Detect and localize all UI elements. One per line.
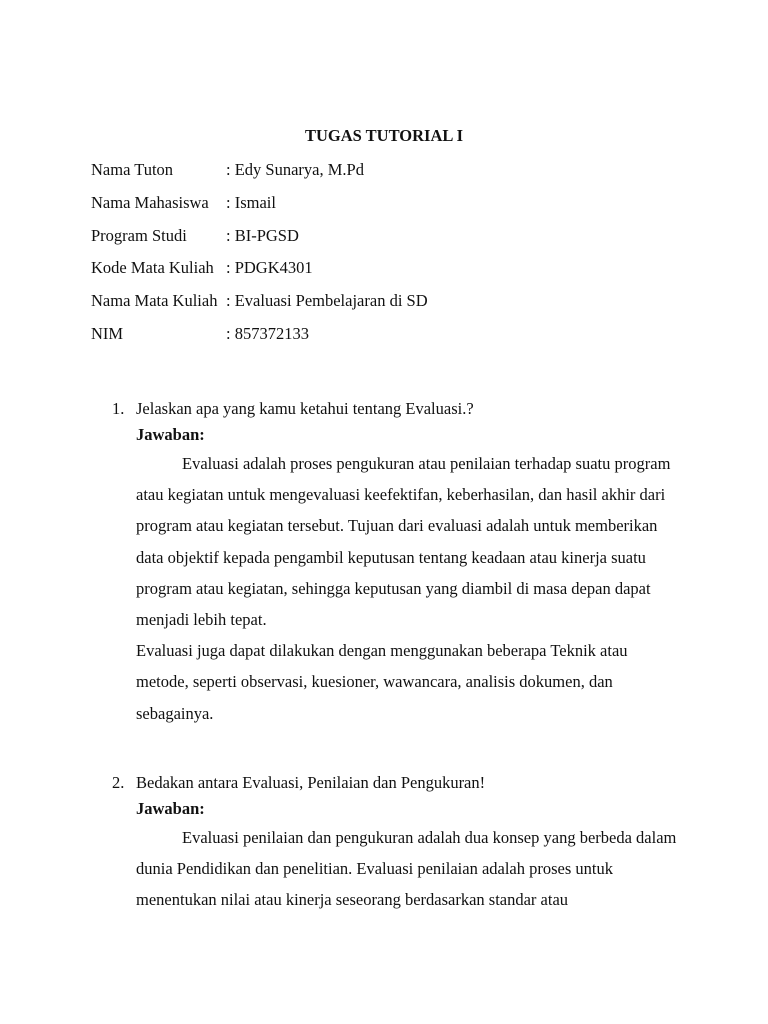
info-block (91, 158, 428, 355)
answer-line: dalam dunia Pendidikan dan penelitian. Evaluasi penilaian adalah proses (136, 828, 677, 879)
question-text: Jelaskan apa yang kamu ketahui tentang Evaluasi.? (136, 399, 474, 418)
answer-line: untuk menentukan nilai atau kinerja seseorang berdasarkan standar atau (136, 859, 614, 910)
info-row-program-studi (91, 224, 428, 257)
info-value: : PDGK4301 (226, 258, 313, 278)
answer-label: Jawaban: (136, 799, 205, 818)
info-value: : Ismail (226, 192, 276, 212)
question-line (112, 396, 682, 422)
answer-paragraph (136, 448, 682, 635)
info-label: Kode Mata Kuliah (91, 258, 214, 278)
info-value: : Edy Sunarya, M.Pd (226, 160, 364, 179)
question-1 (112, 396, 682, 729)
question-number: 2. (112, 773, 125, 792)
answer-line: keadaan atau kinerja suatu program atau kegiatan, sehingga keputusan yang (136, 547, 646, 598)
info-label: Program Studi (91, 225, 187, 245)
info-value: : Evaluasi Pembelajaran di SD (226, 291, 428, 311)
answer-line: diambil di masa depan dapat menjadi lebih tepat. (136, 578, 651, 630)
info-label: Nama Mata Kuliah (91, 291, 218, 311)
answer-label: Jawaban: (136, 425, 205, 444)
answer-paragraph (136, 635, 682, 729)
answer-line: untuk memberikan data objektif kepada pengambil keputusan tentang (136, 516, 658, 567)
answer-body (136, 422, 682, 729)
answer-line: Evaluasi adalah proses pengukuran atau penilaian terhadap suatu (182, 454, 611, 473)
answer-body (136, 796, 682, 916)
info-row-nama-tuton (91, 158, 428, 191)
answer-line: hasil akhir dari program atau kegiatan tersebut. Tujuan dari evaluasi adalah (136, 485, 666, 536)
answer-line: program atau kegiatan untuk mengevaluasi keefektifan, keberhasilan, dan (136, 454, 671, 505)
question-text: Bedakan antara Evaluasi, Penilaian dan Pengukuran! (136, 773, 486, 792)
info-row-nim (91, 322, 428, 355)
question-2 (112, 770, 682, 916)
info-row-nama-mahasiswa (91, 191, 428, 224)
document-title: TUGAS TUTORIAL I (304, 126, 464, 145)
info-row-nama-mata-kuliah (91, 289, 428, 322)
info-label: Nama Mahasiswa (91, 192, 209, 212)
info-value: : BI-PGSD (226, 225, 299, 245)
answer-line: sebagainya. (136, 703, 214, 723)
answer-line: Evaluasi juga dapat dilakukan dengan menggunakan beberapa Teknik atau (136, 641, 628, 661)
answer-paragraph (136, 822, 682, 916)
info-label: NIM (91, 323, 124, 343)
answer-line: Evaluasi penilaian dan pengukuran adalah dua konsep yang berbeda (182, 828, 632, 847)
answer-line: metode, seperti observasi, kuesioner, wawancara, analisis dokumen, dan (136, 672, 613, 692)
info-row-kode-mata-kuliah (91, 256, 428, 289)
info-value: : 857372133 (226, 323, 309, 343)
question-line (112, 770, 682, 796)
question-number: 1. (112, 399, 125, 418)
info-label: Nama Tuton (91, 160, 174, 179)
